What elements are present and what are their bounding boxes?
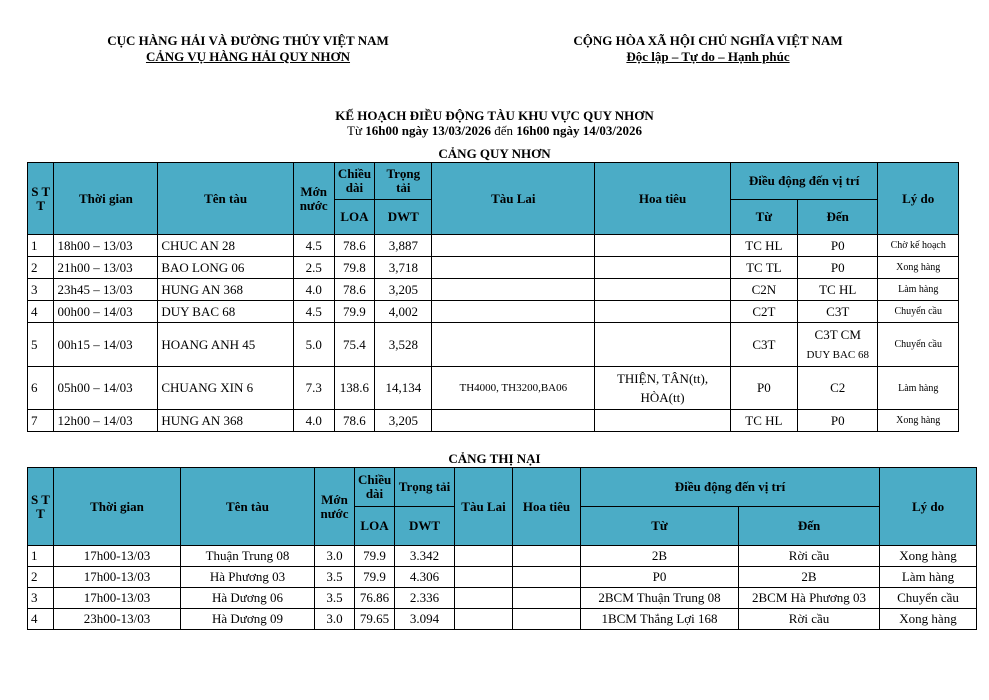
cell-to: 2BCM Hà Phương 03 — [739, 588, 880, 609]
cell-dwt: 3,528 — [375, 323, 432, 367]
cell-pilot — [595, 410, 730, 432]
agency-header — [38, 33, 458, 65]
cell-time: 23h00-13/03 — [54, 609, 181, 630]
cell-from: 1BCM Thắng Lợi 168 — [581, 609, 739, 630]
table-row — [28, 410, 959, 432]
cell-draft: 5.0 — [293, 323, 334, 367]
cell-ship: HUNG AN 368 — [158, 279, 293, 301]
cell-pilot — [513, 546, 581, 567]
cell-from: 2BCM Thuận Trung 08 — [581, 588, 739, 609]
cell-ship: BAO LONG 06 — [158, 257, 293, 279]
col-move: Điều động đến vị trí — [730, 163, 878, 200]
cell-stt: 4 — [28, 301, 54, 323]
cell-dwt: 3,887 — [375, 235, 432, 257]
cell-reason: Xong hàng — [880, 609, 977, 630]
col-tug: Tàu Lai — [432, 163, 595, 235]
cell-to — [797, 323, 877, 367]
cell-to: TC HL — [797, 279, 877, 301]
cell-to: Rời cầu — [739, 546, 880, 567]
cell-to: C2 — [797, 367, 877, 410]
cell-tug — [432, 410, 595, 432]
col-time: Thời gian — [54, 163, 158, 235]
cell-reason: Chờ kế hoạch — [878, 235, 959, 257]
cell-dwt: 3,205 — [375, 279, 432, 301]
cell-ship: Thuận Trung 08 — [181, 546, 315, 567]
cell-to: P0 — [797, 410, 877, 432]
cell-tug: TH4000, TH3200,BA06 — [432, 367, 595, 410]
port2-table — [27, 467, 977, 630]
cell-draft: 7.3 — [293, 367, 334, 410]
cell-draft: 4.0 — [293, 410, 334, 432]
cell-pilot — [595, 323, 730, 367]
port-authority-name: CẢNG VỤ HÀNG HẢI QUY NHƠN — [145, 49, 351, 64]
cell-ship: HOANG ANH 45 — [158, 323, 293, 367]
cell-from: P0 — [730, 367, 797, 410]
col-ship: Tên tàu — [181, 468, 315, 546]
col-from: Từ — [730, 200, 797, 235]
cell-to: P0 — [797, 257, 877, 279]
col-stt: S T T — [28, 468, 54, 546]
cell-loa: 79.9 — [355, 567, 395, 588]
col-reason: Lý do — [880, 468, 977, 546]
col-stt: S T T — [28, 163, 54, 235]
cell-stt: 5 — [28, 323, 54, 367]
cell-dwt: 2.336 — [395, 588, 455, 609]
cell-stt: 2 — [28, 257, 54, 279]
table-row — [28, 235, 959, 257]
cell-reason: Chuyển cầu — [878, 301, 959, 323]
cell-pilot — [513, 588, 581, 609]
cell-dwt: 3.342 — [395, 546, 455, 567]
cell-stt: 3 — [28, 279, 54, 301]
cell-to: C3T — [797, 301, 877, 323]
cell-loa: 79.9 — [334, 301, 375, 323]
cell-time: 23h45 – 13/03 — [54, 279, 158, 301]
cell-time: 05h00 – 14/03 — [54, 367, 158, 410]
cell-reason: Xong hàng — [880, 546, 977, 567]
table-row — [28, 323, 959, 367]
col-to: Đến — [797, 200, 877, 235]
cell-from: TC HL — [730, 410, 797, 432]
col-reason: Lý do — [878, 163, 959, 235]
cell-stt: 1 — [28, 235, 54, 257]
cell-loa: 75.4 — [334, 323, 375, 367]
cell-ship: Hà Dương 06 — [181, 588, 315, 609]
cell-stt: 1 — [28, 546, 54, 567]
cell-reason: Làm hàng — [880, 567, 977, 588]
cell-stt: 2 — [28, 567, 54, 588]
cell-pilot: THIỆN, TÂN(tt), HÒA(tt) — [595, 367, 730, 410]
table-row — [28, 279, 959, 301]
col-tonnage: Trọng tải — [395, 468, 455, 507]
cell-ship: Hà Dương 09 — [181, 609, 315, 630]
col-from: Từ — [581, 507, 739, 546]
cell-from: C2N — [730, 279, 797, 301]
table-row — [28, 257, 959, 279]
cell-dwt: 3.094 — [395, 609, 455, 630]
cell-loa: 79.8 — [334, 257, 375, 279]
cell-tug — [455, 609, 513, 630]
cell-draft: 4.0 — [293, 279, 334, 301]
cell-stt: 3 — [28, 588, 54, 609]
cell-from: TC TL — [730, 257, 797, 279]
col-pilot: Hoa tiêu — [513, 468, 581, 546]
port2-title: CẢNG THỊ NẠI — [448, 451, 541, 466]
col-draft: Mớn nước — [315, 468, 355, 546]
national-title: CỘNG HÒA XÃ HỘI CHỦ NGHĨA VIỆT NAM — [573, 33, 843, 48]
col-to: Đến — [739, 507, 880, 546]
cell-loa: 76.86 — [355, 588, 395, 609]
cell-loa: 78.6 — [334, 410, 375, 432]
cell-loa: 138.6 — [334, 367, 375, 410]
cell-from: P0 — [581, 567, 739, 588]
col-time: Thời gian — [54, 468, 181, 546]
cell-loa: 78.6 — [334, 279, 375, 301]
table-row — [28, 609, 977, 630]
cell-tug — [432, 235, 595, 257]
national-header — [498, 33, 918, 65]
cell-ship: HUNG AN 368 — [158, 410, 293, 432]
cell-dwt: 3,205 — [375, 410, 432, 432]
col-move: Điều động đến vị trí — [581, 468, 880, 507]
cell-from: 2B — [581, 546, 739, 567]
col-draft: Mớn nước — [293, 163, 334, 235]
cell-tug — [455, 567, 513, 588]
col-dwt: DWT — [375, 200, 432, 235]
plan-period — [0, 123, 989, 139]
table-row — [28, 588, 977, 609]
col-dwt: DWT — [395, 507, 455, 546]
cell-time: 17h00-13/03 — [54, 567, 181, 588]
cell-to: P0 — [797, 235, 877, 257]
cell-stt: 6 — [28, 367, 54, 410]
cell-reason: Làm hàng — [878, 279, 959, 301]
cell-pilot — [595, 235, 730, 257]
cell-time: 00h00 – 14/03 — [54, 301, 158, 323]
col-ship: Tên tàu — [158, 163, 293, 235]
cell-tug — [455, 588, 513, 609]
cell-from: C3T — [730, 323, 797, 367]
cell-time: 00h15 – 14/03 — [54, 323, 158, 367]
cell-ship: CHUC AN 28 — [158, 235, 293, 257]
cell-tug — [455, 546, 513, 567]
table-row — [28, 567, 977, 588]
cell-draft: 4.5 — [293, 301, 334, 323]
col-loa: LOA — [355, 507, 395, 546]
cell-tug — [432, 301, 595, 323]
plan-title: KẾ HOẠCH ĐIỀU ĐỘNG TÀU KHU VỰC QUY NHƠN — [335, 108, 654, 123]
cell-ship: CHUANG XIN 6 — [158, 367, 293, 410]
cell-to: Rời cầu — [739, 609, 880, 630]
cell-pilot — [513, 609, 581, 630]
cell-time: 17h00-13/03 — [54, 546, 181, 567]
to-label: đến — [494, 123, 514, 138]
cell-draft: 3.5 — [315, 567, 355, 588]
cell-ship: Hà Phương 03 — [181, 567, 315, 588]
to-value: 16h00 ngày 14/03/2026 — [516, 123, 642, 138]
col-tonnage: Trọng tải — [375, 163, 432, 200]
cell-from: C2T — [730, 301, 797, 323]
cell-draft: 3.5 — [315, 588, 355, 609]
cell-time: 12h00 – 14/03 — [54, 410, 158, 432]
col-tug: Tàu Lai — [455, 468, 513, 546]
cell-draft: 2.5 — [293, 257, 334, 279]
cell-loa: 79.9 — [355, 546, 395, 567]
table-row — [28, 301, 959, 323]
cell-pilot — [595, 301, 730, 323]
cell-dwt: 14,134 — [375, 367, 432, 410]
col-length: Chiều dài — [334, 163, 375, 200]
cell-reason: Xong hàng — [878, 257, 959, 279]
col-pilot: Hoa tiêu — [595, 163, 730, 235]
col-loa: LOA — [334, 200, 375, 235]
cell-loa: 79.65 — [355, 609, 395, 630]
agency-name: CỤC HÀNG HẢI VÀ ĐƯỜNG THỦY VIỆT NAM — [107, 33, 389, 48]
cell-from: TC HL — [730, 235, 797, 257]
cell-to-line2: DUY BAC 68 — [806, 348, 869, 361]
cell-reason: Xong hàng — [878, 410, 959, 432]
cell-time: 21h00 – 13/03 — [54, 257, 158, 279]
cell-draft: 3.0 — [315, 546, 355, 567]
cell-stt: 7 — [28, 410, 54, 432]
cell-reason: Chuyển cầu — [878, 323, 959, 367]
table-row — [28, 367, 959, 410]
table-row — [28, 546, 977, 567]
cell-ship: DUY BAC 68 — [158, 301, 293, 323]
cell-stt: 4 — [28, 609, 54, 630]
cell-reason: Làm hàng — [878, 367, 959, 410]
cell-tug — [432, 323, 595, 367]
cell-draft: 3.0 — [315, 609, 355, 630]
cell-tug — [432, 257, 595, 279]
cell-dwt: 4.306 — [395, 567, 455, 588]
port1-table — [27, 162, 959, 432]
cell-dwt: 3,718 — [375, 257, 432, 279]
cell-to: 2B — [739, 567, 880, 588]
cell-draft: 4.5 — [293, 235, 334, 257]
cell-pilot — [595, 279, 730, 301]
from-value: 16h00 ngày 13/03/2026 — [365, 123, 491, 138]
cell-dwt: 4,002 — [375, 301, 432, 323]
cell-tug — [432, 279, 595, 301]
cell-time: 18h00 – 13/03 — [54, 235, 158, 257]
cell-pilot — [595, 257, 730, 279]
cell-time: 17h00-13/03 — [54, 588, 181, 609]
cell-loa: 78.6 — [334, 235, 375, 257]
cell-pilot — [513, 567, 581, 588]
from-label: Từ — [347, 123, 363, 138]
cell-reason: Chuyển cầu — [880, 588, 977, 609]
port1-title: CẢNG QUY NHƠN — [438, 146, 551, 161]
national-motto: Độc lập – Tự do – Hạnh phúc — [626, 49, 790, 64]
cell-to-line1: C3T CM — [814, 326, 861, 342]
col-length: Chiều dài — [355, 468, 395, 507]
